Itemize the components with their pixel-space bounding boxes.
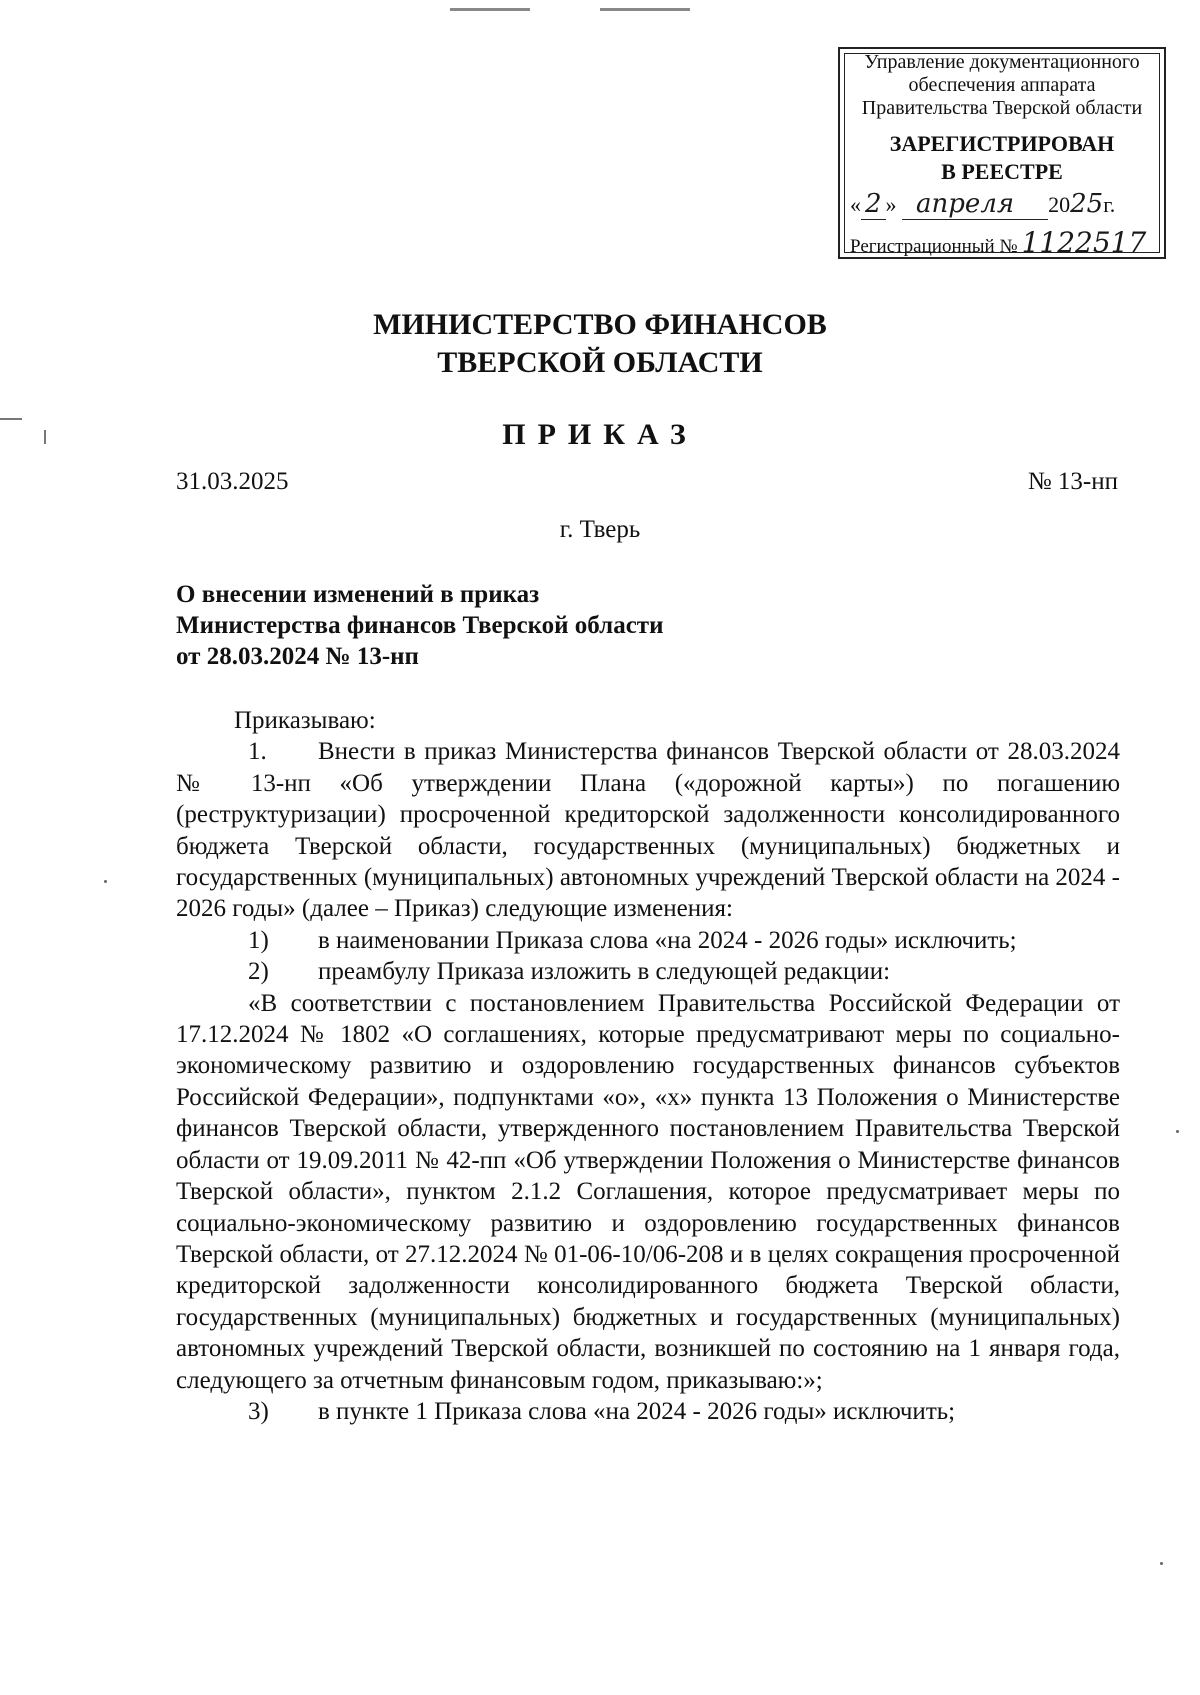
paragraph-1: [176, 736, 1120, 924]
subparagraph-2: [176, 956, 1120, 987]
document-type: ПРИКАЗ: [502, 418, 698, 451]
scan-artifact-dot: [1176, 1130, 1179, 1133]
order-word: Приказываю:: [234, 707, 376, 734]
subparagraph-text: в наименовании Приказа слова «на 2024 - 2026 годы» исключить;: [318, 926, 1017, 954]
document-body: [176, 705, 1120, 1427]
stamp-registration-number: [850, 226, 1160, 259]
registration-stamp: [838, 47, 1166, 259]
stamp-org-line: Управление документационного: [864, 51, 1140, 73]
subparagraph-number: 3): [248, 1397, 269, 1425]
stamp-registration-date: [850, 189, 1150, 219]
subject-line: от 28.03.2024 № 13-нп: [176, 643, 419, 670]
paragraph-number: 1.: [248, 738, 267, 766]
document-number: № 13-нп: [1027, 468, 1118, 495]
scan-artifact-dot: [104, 880, 107, 883]
subject-line: Министерства финансов Тверской области: [176, 612, 664, 639]
subparagraph-text: в пункте 1 Приказа слова «на 2024 - 2026 годы» исключить;: [318, 1397, 956, 1425]
subparagraph-3: [176, 1396, 1120, 1427]
ministry-region: ТВЕРСКОЙ ОБЛАСТИ: [437, 346, 763, 379]
document-city: г. Тверь: [559, 516, 641, 543]
stamp-date-year-suffix: г.: [1103, 192, 1116, 217]
stamp-date-year: 25: [1070, 189, 1104, 219]
scan-artifact-dot: [1160, 1562, 1163, 1565]
scan-artifact-top: [450, 6, 700, 16]
document-subject: [176, 579, 664, 672]
subparagraph-1: [176, 925, 1120, 956]
paragraph-text: Внести в приказ Министерства финансов Тверской области от 28.03.2024 № 13-нп «Об утверждении Плана («дорожной карты») по погашению (реструктуризации) просроченной кредиторской задолженности консолидированного бюджета Тверской области, государственных (муниципальных) бюджетных и государственных (муниципальных) автономных учреждений Тверской области на 2024 - 2026 годы» (далее – Приказ) следующие изменения:: [176, 738, 1120, 923]
stamp-status-line: ЗАРЕГИСТРИРОВАН: [889, 131, 1115, 156]
stamp-org-line: обеспечения аппарата: [908, 74, 1096, 96]
subparagraph-text: преамбулу Приказа изложить в следующей редакции:: [318, 958, 891, 986]
stamp-status-line: В РЕЕСТРЕ: [941, 159, 1063, 184]
subparagraph-number: 2): [248, 958, 269, 986]
stamp-reg-label: Регистрационный №: [850, 236, 1018, 257]
stamp-date-day: 2: [861, 189, 886, 220]
ministry-name: МИНИСТЕРСТВО ФИНАНСОВ: [373, 308, 827, 341]
document-date: 31.03.2025: [176, 468, 289, 495]
stamp-reg-number: 1122517: [1021, 226, 1147, 259]
stamp-date-quote-close: »: [885, 192, 897, 217]
stamp-org-line: Правительства Тверской области: [861, 97, 1143, 119]
registration-stamp-inner-frame: [844, 53, 1160, 253]
subparagraph-number: 1): [248, 926, 269, 954]
subject-line: О внесении изменений в приказ: [176, 581, 540, 608]
stamp-date-quote-open: «: [850, 192, 861, 217]
ministry-header: [0, 306, 1200, 382]
preamble-quote: «В соответствии с постановлением Правительства Российской Федерации от 17.12.2024 № 1802 «О соглашениях, которые предусматривают меры по социально-экономическому развитию и оздоровлению государственных финансов субъектов Российской Федерации», подпунктами «о», «х» пункта 13 Положения о Министерстве финансов Тверской области, утвержденного постановлением Правительства Тверской области от 19.09.2011 № 42-пп «Об утверждении Положения о Министерстве финансов Тверской области», пунктом 2.1.2 Соглашения, которое предусматривает меры по социально-экономическому развитию и оздоровлению государственных финансов Тверской области, от 27.12.2024 № 01-06-10/06-208 и в целях сокращения просроченной кредиторской задолженности консолидированного бюджета Тверской области, государственных (муниципальных) бюджетных и государственных (муниципальных) автономных учреждений Тверской области, возникшей по состоянию на 1 января года, следующего за отчетным финансовым годом, приказываю:»;: [176, 989, 1120, 1394]
stamp-date-month: апреля: [902, 189, 1048, 220]
stamp-date-year-prefix: 20: [1048, 192, 1071, 217]
